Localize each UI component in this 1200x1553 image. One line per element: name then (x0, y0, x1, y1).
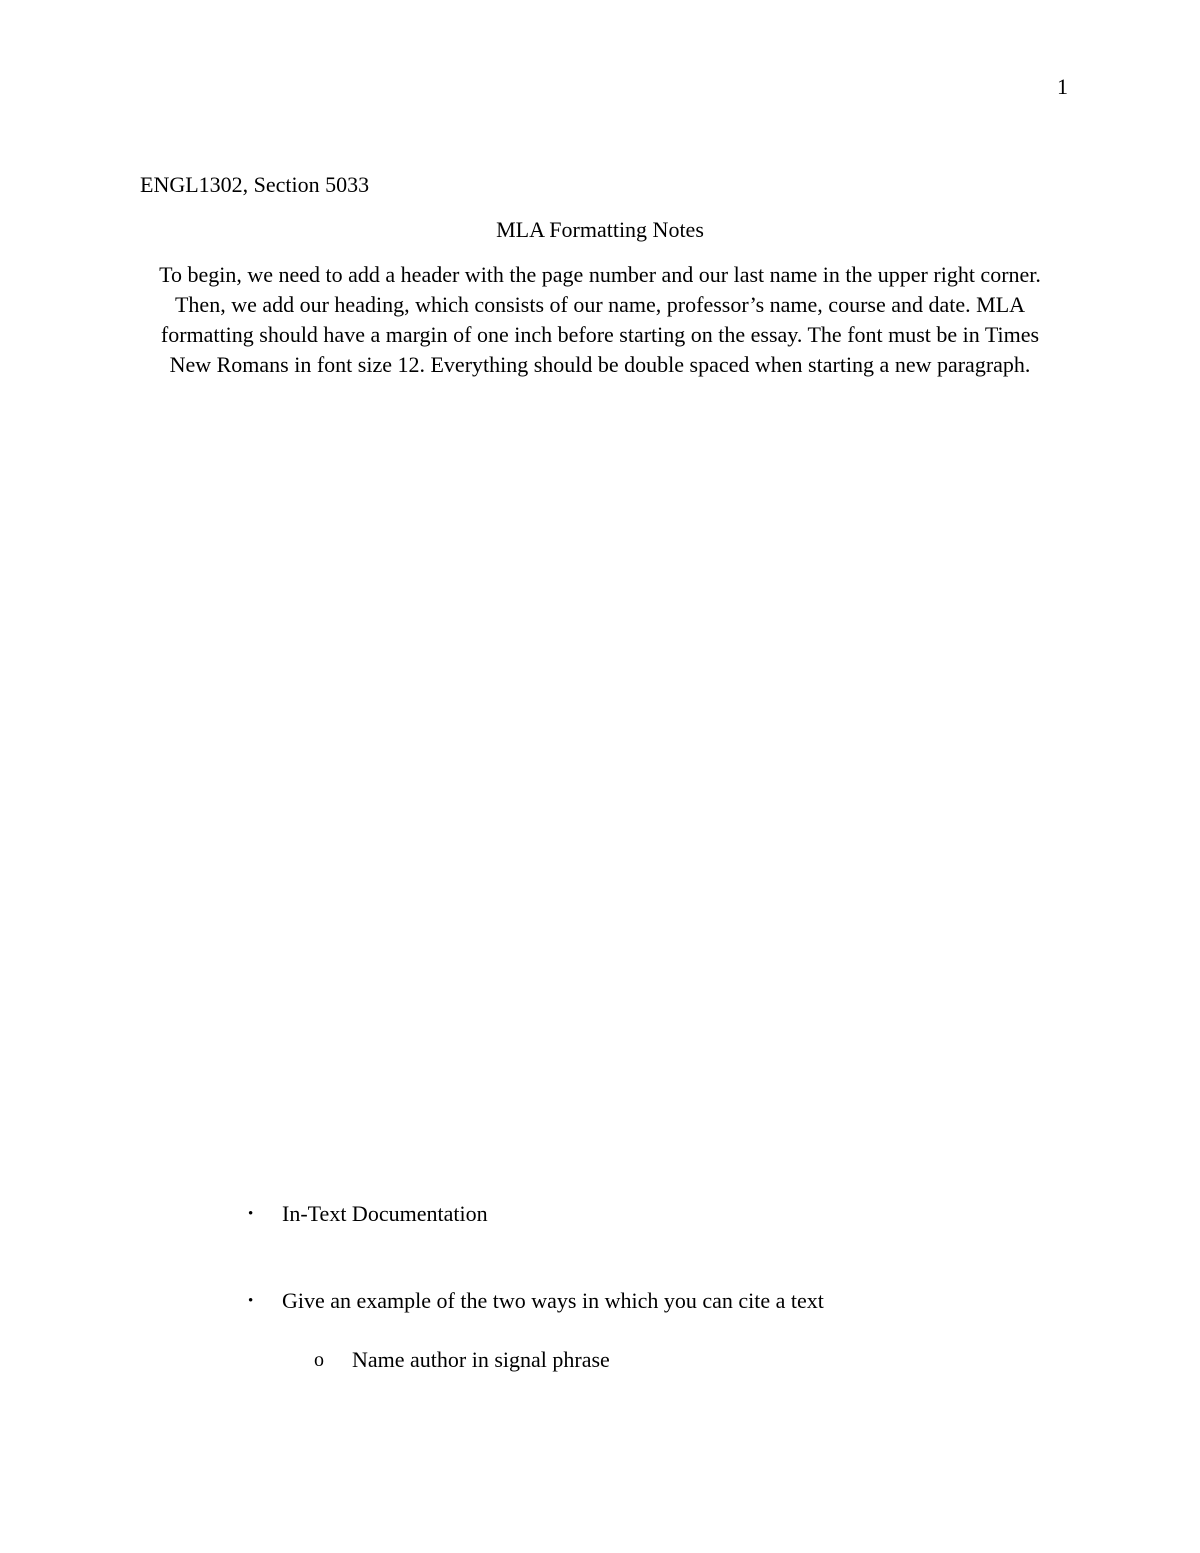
sub-bullet-marker: o (314, 1349, 324, 1371)
sub-bullet-item-signal-phrase: Name author in signal phrase (352, 1347, 610, 1372)
body-paragraph: To begin, we need to add a header with the page number and our last name in the upper right corner. Then, we add our heading, which consists of our name, professor’s name, course and date. MLA formatting should have a margin of one inch before starting on the essay. The font must be in Times New Romans in font size 12. Everything should be double spaced when starting a new paragraph. (159, 262, 1041, 377)
bullet-item-in-text-documentation: In-Text Documentation (282, 1201, 488, 1226)
bullet-marker: • (248, 1293, 254, 1309)
bullet-marker: • (248, 1206, 254, 1222)
bullet-item-cite-example: Give an example of the two ways in which you can cite a text (282, 1288, 824, 1313)
page-number: 1 (1057, 74, 1068, 99)
document-title: MLA Formatting Notes (496, 217, 704, 242)
course-heading: ENGL1302, Section 5033 (140, 172, 370, 197)
